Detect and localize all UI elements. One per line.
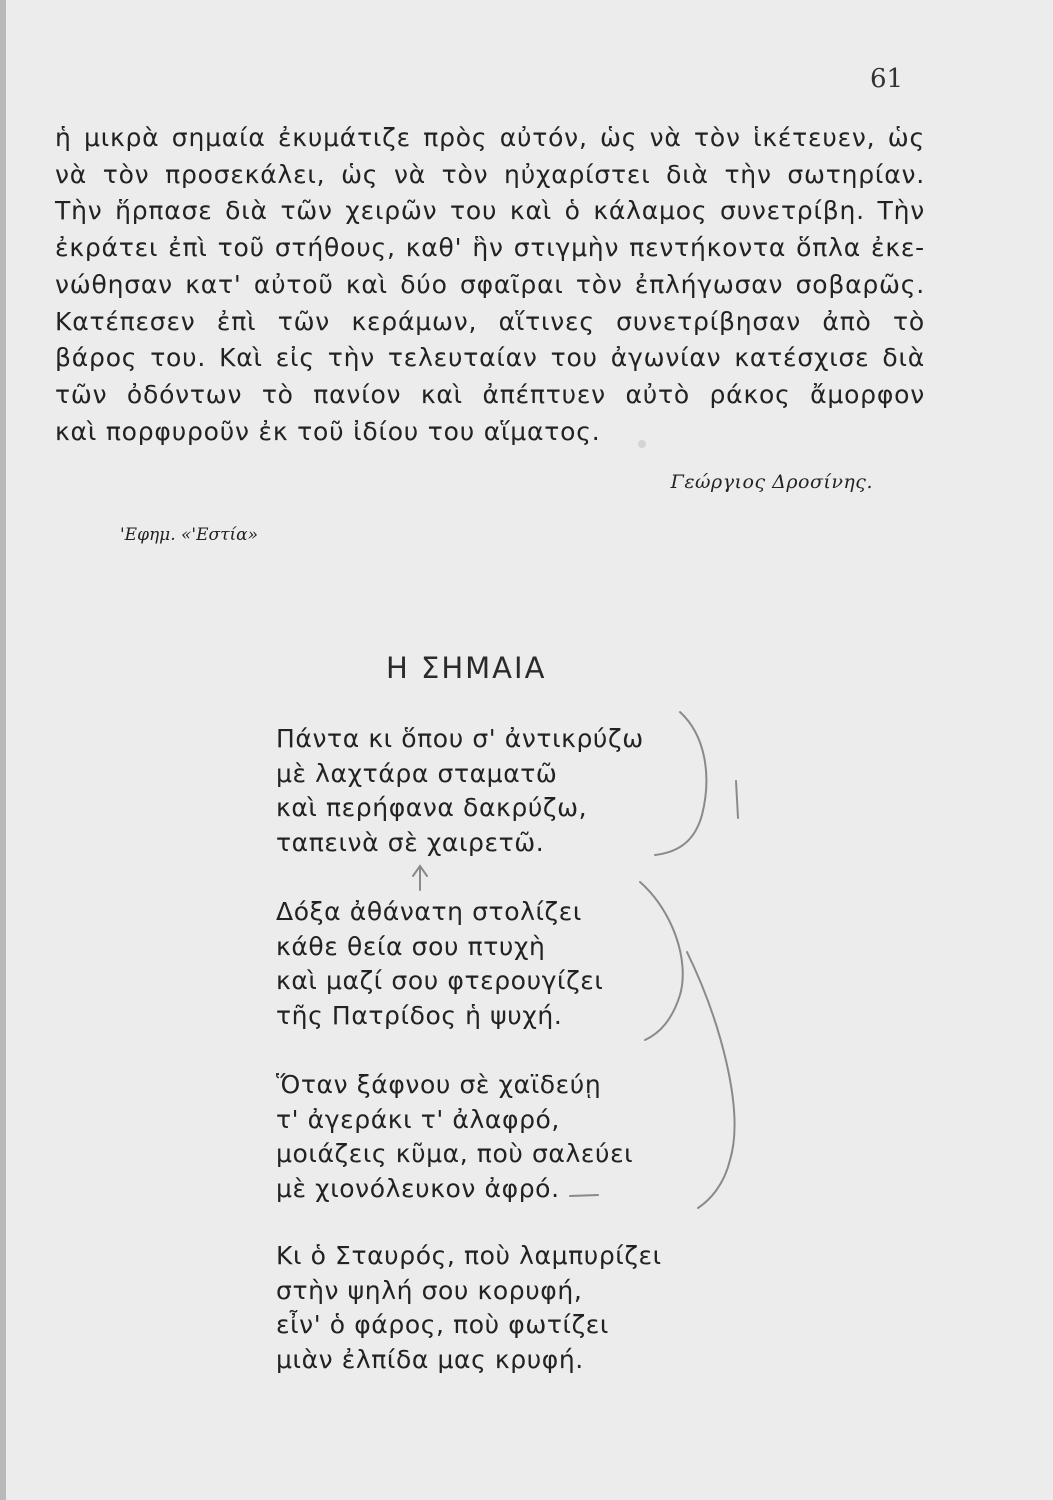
prose-line: ἡ μικρὰ σημαία ἐκυμάτιζε πρὸς αὐτόν, ὡς νὰ τὸν ἱκέτευεν, ὡς	[55, 123, 925, 152]
pencil-bracket-mark	[640, 882, 683, 1040]
pencil-arrow-icon	[413, 866, 427, 890]
poem-line: Δόξα ἀθάνατη στολίζει	[276, 897, 582, 926]
prose-line: Κατέπεσεν ἐπὶ τῶν κεράμων, αἵτινες συνετρίβησαν ἀπὸ τὸ	[55, 306, 925, 336]
poem-line: μοιάζεις κῦμα, ποὺ σαλεύει	[276, 1139, 634, 1168]
poem-line: μὲ χιονόλευκον ἀφρό.	[276, 1173, 560, 1203]
poem-line: ταπεινὰ σὲ χαιρετῶ.	[276, 827, 545, 857]
source-citation: 'Εφημ. «'Εστία»	[120, 525, 259, 545]
poem-line: καὶ περήφανα δακρύζω,	[276, 793, 588, 822]
prose-line: νώθησαν κατ' αὐτοῦ καὶ δύο σφαῖραι τὸν ἐπλήγωσαν σοβαρῶς.	[55, 269, 925, 299]
prose-line: νὰ τὸν προσεκάλει, ὡς νὰ τὸν ηὐχαρίστει διὰ τὴν σωτηρίαν.	[55, 159, 925, 189]
poem-line: Κι ὁ Σταυρός, ποὺ λαμπυρίζει	[276, 1241, 662, 1270]
poem-stanza	[276, 895, 603, 1033]
poem-title: Η ΣΗΜΑΙΑ	[386, 651, 547, 685]
poem-line: καὶ μαζί σου φτερουγίζει	[276, 966, 604, 995]
pencil-tick-mark	[736, 781, 738, 818]
prose-line: καὶ πορφυροῦν ἐκ τοῦ ἰδίου του αἵματος.	[55, 416, 601, 446]
scan-edge	[0, 0, 6, 1500]
prose-paragraph	[55, 120, 925, 450]
poem-stanza	[276, 1239, 662, 1377]
prose-line: ἐκράτει ἐπὶ τοῦ στήθους, καθ' ἣν στιγμὴν πεντήκοντα ὅπλα ἐκε-	[55, 233, 925, 263]
poem-line: τῆς Πατρίδος ἡ ψυχή.	[276, 1000, 563, 1030]
poem-line: μιὰν ἐλπίδα μας κρυφή.	[276, 1344, 584, 1374]
pencil-bracket-mark	[687, 952, 734, 1208]
poem-line: τ' ἀγεράκι τ' ἀλαφρό,	[276, 1104, 560, 1134]
poem-line: κάθε θεία σου πτυχὴ	[276, 931, 546, 961]
prose-line: Τὴν ἥρπασε διὰ τῶν χειρῶν του καὶ ὁ κάλαμος συνετρίβη. Τὴν	[55, 196, 925, 226]
poem-stanza	[276, 722, 644, 860]
poem-line: μὲ λαχτάρα σταματῶ	[276, 758, 558, 788]
poem-line: Ὅταν ξάφνου σὲ χαϊδεύῃ	[276, 1070, 602, 1099]
poem-line: εἶν' ὁ φάρος, ποὺ φωτίζει	[276, 1310, 609, 1339]
poem-stanza	[276, 1068, 633, 1206]
poem-line: Πάντα κι ὅπου σ' ἀντικρύζω	[276, 724, 644, 753]
page-number: 61	[870, 64, 904, 94]
prose-line: βάρος του. Καὶ εἰς τὴν τελευταίαν του ἀγωνίαν κατέσχισε διὰ	[55, 343, 925, 373]
author-signature: Γεώργιος Δροσίνης.	[670, 471, 873, 493]
pencil-bracket-mark	[655, 712, 706, 855]
poem-line: στὴν ψηλή σου κορυφή,	[276, 1275, 583, 1305]
prose-line: τῶν ὀδόντων τὸ πανίον καὶ ἀπέπτυεν αὐτὸ ράκος ἄμορφον	[55, 379, 925, 409]
